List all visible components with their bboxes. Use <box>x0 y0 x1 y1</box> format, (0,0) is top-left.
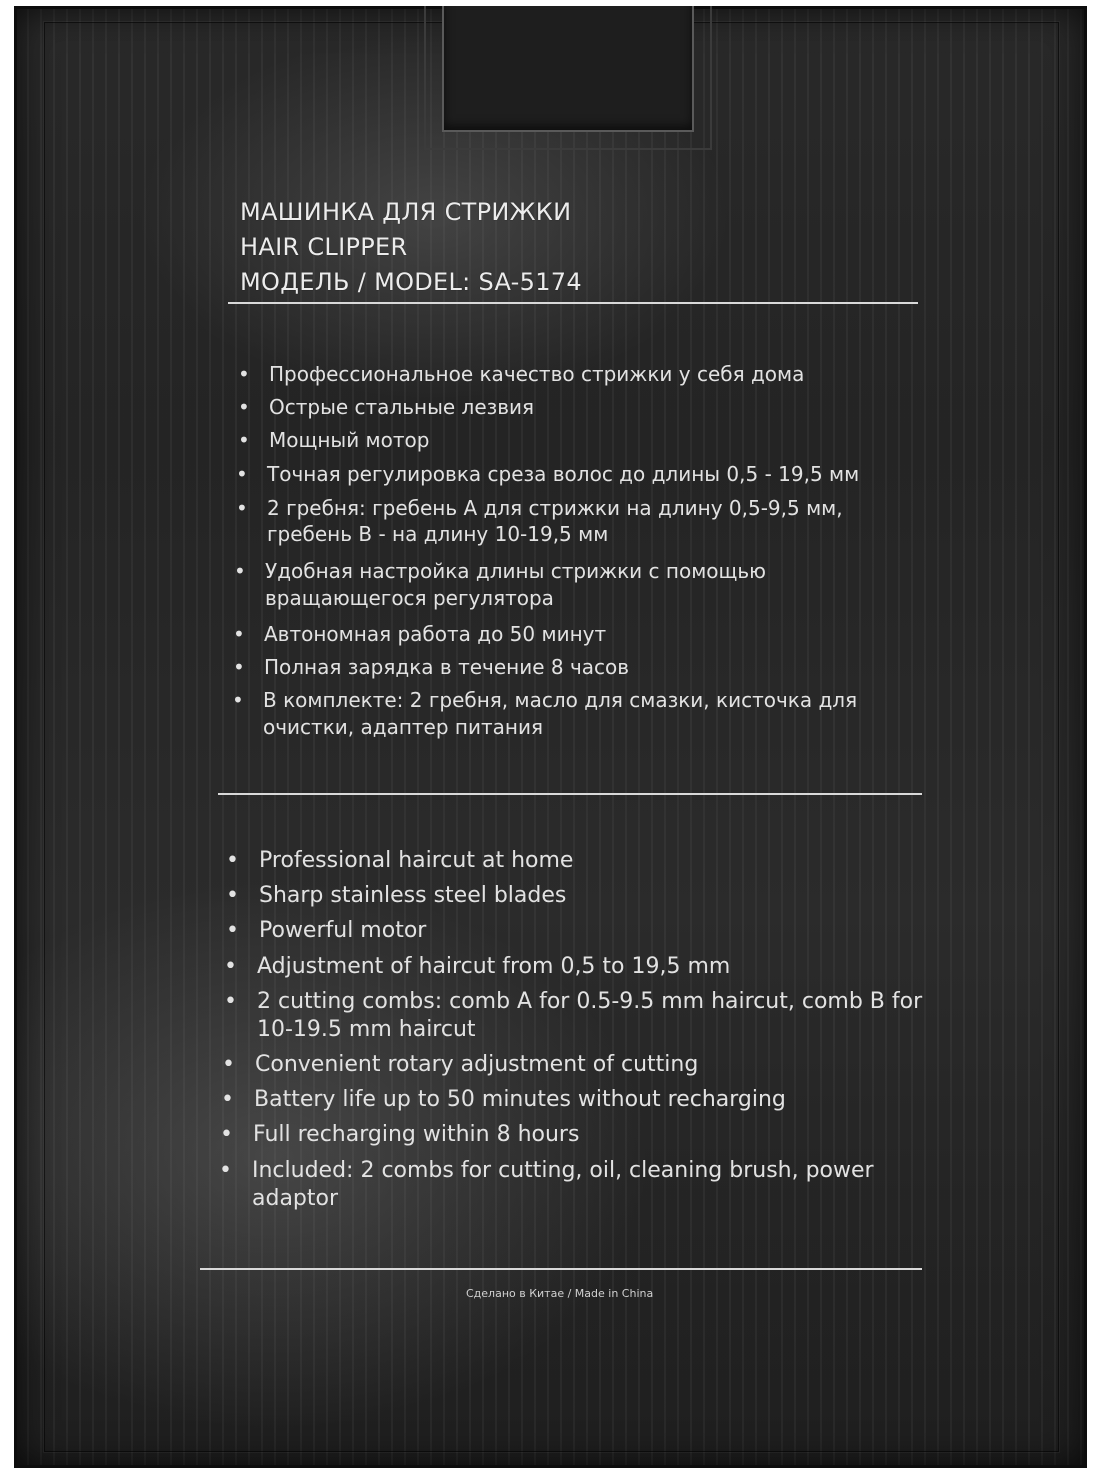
bullet-dot: • <box>238 428 250 452</box>
bullet-dot: • <box>238 362 250 386</box>
bullet-dot: • <box>221 1087 234 1112</box>
feature-ru-7: Автономная работа до 50 минут <box>264 622 607 646</box>
bullet-dot: • <box>233 655 245 679</box>
bullet-dot: • <box>222 1052 235 1077</box>
feature-ru-3: Мощный мотор <box>269 428 430 452</box>
feature-en-7: Battery life up to 50 minutes without recharging <box>254 1087 786 1112</box>
bullet-dot: • <box>232 688 244 712</box>
bullet-dot: • <box>226 848 239 873</box>
feature-ru-5: 2 гребня: гребень A для стрижки на длину 0,5-9,5 мм, <box>267 496 843 520</box>
product-title-ru: МАШИНКА ДЛЯ СТРИЖКИ <box>240 198 572 226</box>
feature-en-8: Full recharging within 8 hours <box>253 1122 580 1147</box>
feature-ru-5-cont: гребень B - на длину 10-19,5 мм <box>267 522 609 546</box>
feature-ru-6: Удобная настройка длины стрижки с помощью <box>265 559 766 583</box>
feature-en-3: Powerful motor <box>259 918 427 943</box>
feature-en-6: Convenient rotary adjustment of cutting <box>255 1052 699 1077</box>
bullet-dot: • <box>234 559 246 583</box>
feature-en-9: Included: 2 combs for cutting, oil, cleaning brush, power <box>252 1158 874 1183</box>
feature-ru-2: Острые стальные лезвия <box>269 395 535 419</box>
feature-en-5-cont: 10-19.5 mm haircut <box>257 1017 476 1042</box>
feature-ru-9: В комплекте: 2 гребня, масло для смазки, кисточка для <box>263 688 858 712</box>
country-of-origin: Сделано в Китае / Made in China <box>466 1287 654 1300</box>
packaging-box <box>14 6 1087 1468</box>
divider-top <box>228 302 918 304</box>
feature-en-2: Sharp stainless steel blades <box>259 883 567 908</box>
product-title-en: HAIR CLIPPER <box>240 233 408 261</box>
feature-en-9-cont: adaptor <box>252 1186 339 1211</box>
bullet-dot: • <box>233 622 245 646</box>
divider-bottom <box>200 1268 922 1270</box>
feature-en-1: Professional haircut at home <box>259 848 574 873</box>
feature-en-4: Adjustment of haircut from 0,5 to 19,5 mm <box>257 954 731 979</box>
bullet-dot: • <box>219 1158 232 1183</box>
feature-en-5: 2 cutting combs: comb A for 0.5-9.5 mm haircut, comb B for <box>257 989 923 1014</box>
feature-ru-1: Профессиональное качество стрижки у себя дома <box>269 362 805 386</box>
bullet-dot: • <box>226 883 239 908</box>
feature-ru-4: Точная регулировка среза волос до длины 0,5 - 19,5 мм <box>267 462 860 486</box>
bullet-dot: • <box>236 496 248 520</box>
bullet-dot: • <box>238 395 250 419</box>
bullet-dot: • <box>224 954 237 979</box>
bullet-dot: • <box>226 918 239 943</box>
divider-middle <box>218 793 922 795</box>
box-frame <box>44 22 1059 1452</box>
bullet-dot: • <box>224 989 237 1014</box>
model-number: МОДЕЛЬ / MODEL: SA-5174 <box>240 268 582 296</box>
feature-ru-9-cont: очистки, адаптер питания <box>263 715 543 739</box>
lid-flap <box>442 6 694 132</box>
bullet-dot: • <box>220 1122 233 1147</box>
feature-ru-6-cont: вращающегося регулятора <box>265 586 554 610</box>
feature-ru-8: Полная зарядка в течение 8 часов <box>264 655 630 679</box>
bullet-dot: • <box>236 462 248 486</box>
